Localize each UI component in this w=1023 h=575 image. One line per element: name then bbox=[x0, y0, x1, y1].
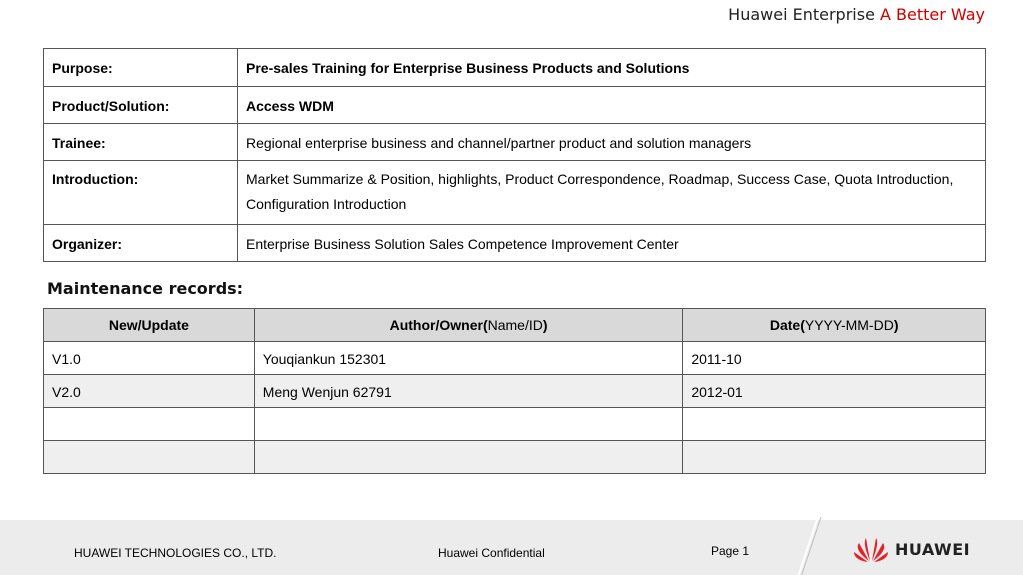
version-cell bbox=[44, 441, 255, 474]
author-cell: Youqiankun 152301 bbox=[254, 342, 683, 375]
date-cell: 2012-01 bbox=[683, 375, 986, 408]
info-row-introduction bbox=[44, 161, 986, 225]
header-new-update: New/Update bbox=[44, 309, 255, 342]
introduction-label: Introduction: bbox=[44, 161, 238, 225]
table-row bbox=[44, 441, 986, 474]
trainee-value: Regional enterprise business and channel/partner product and solution managers bbox=[238, 124, 986, 161]
info-row-product bbox=[44, 87, 986, 124]
version-cell: V2.0 bbox=[44, 375, 255, 408]
footer bbox=[0, 520, 1023, 575]
table-row bbox=[44, 408, 986, 441]
page-number: Page 1 bbox=[711, 544, 750, 558]
author-cell bbox=[254, 441, 683, 474]
brand-name: Huawei Enterprise bbox=[728, 5, 875, 24]
purpose-value: Pre-sales Training for Enterprise Business Products and Solutions bbox=[238, 49, 986, 87]
huawei-petals-icon bbox=[853, 534, 889, 564]
maintenance-header-row bbox=[44, 309, 986, 342]
trainee-label: Trainee: bbox=[44, 124, 238, 161]
info-row-trainee bbox=[44, 124, 986, 161]
organizer-value: Enterprise Business Solution Sales Competence Improvement Center bbox=[238, 225, 986, 262]
footer-confidential: Huawei Confidential bbox=[438, 546, 545, 560]
header-author-owner: Author/Owner(Name/ID) bbox=[254, 309, 683, 342]
brand-tagline: A Better Way bbox=[880, 5, 985, 24]
introduction-value: Market Summarize & Position, highlights, Product Correspondence, Roadmap, Success Case, Quota Introduction, Configuration Introduction bbox=[238, 161, 986, 225]
logo-wordmark: HUAWEI bbox=[895, 539, 971, 559]
footer-divider-slash bbox=[788, 517, 828, 575]
huawei-logo bbox=[853, 534, 970, 564]
info-row-organizer bbox=[44, 225, 986, 262]
date-cell bbox=[683, 441, 986, 474]
product-label: Product/Solution: bbox=[44, 87, 238, 124]
maintenance-title: Maintenance records: bbox=[47, 279, 244, 298]
table-row bbox=[44, 342, 986, 375]
author-cell: Meng Wenjun 62791 bbox=[254, 375, 683, 408]
maintenance-table bbox=[43, 308, 986, 474]
author-cell bbox=[254, 408, 683, 441]
product-value: Access WDM bbox=[238, 87, 986, 124]
version-cell bbox=[44, 408, 255, 441]
header-date: Date(YYYY-MM-DD) bbox=[683, 309, 986, 342]
table-row bbox=[44, 375, 986, 408]
organizer-label: Organizer: bbox=[44, 225, 238, 262]
course-info-table bbox=[43, 48, 986, 262]
date-cell: 2011-10 bbox=[683, 342, 986, 375]
header-brand bbox=[728, 5, 985, 24]
info-row-purpose bbox=[44, 49, 986, 87]
version-cell: V1.0 bbox=[44, 342, 255, 375]
purpose-label: Purpose: bbox=[44, 49, 238, 87]
footer-company: HUAWEI TECHNOLOGIES CO., LTD. bbox=[74, 546, 277, 560]
date-cell bbox=[683, 408, 986, 441]
